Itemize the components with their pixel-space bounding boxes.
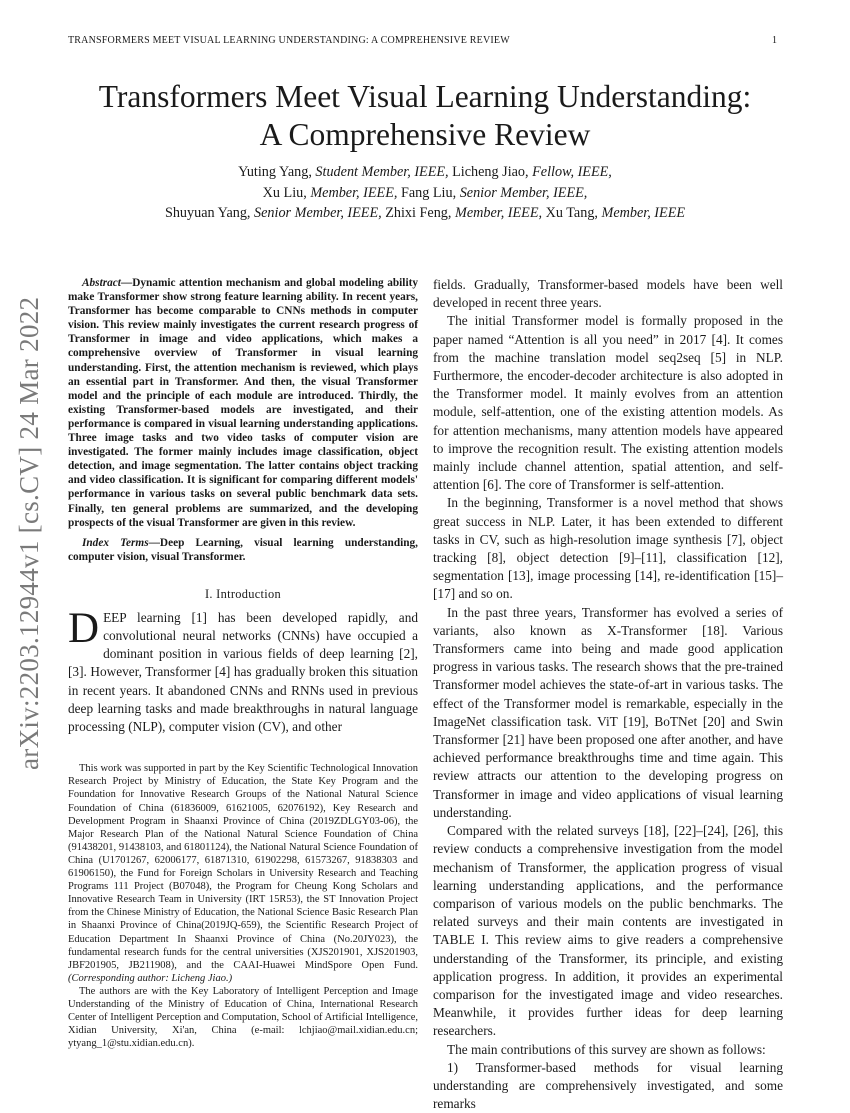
body-paragraph: Compared with the related surveys [18], [22]–[24], [26], this review conducts a comprehensive investigation from the model mechanism of Transformer, the application progress of visual learning understanding applications, and the performance comparison of various models on the public benchmarks. The related surveys and their main contents are investigated in TABLE I. This review aims to give readers a comprehensive understanding of the Transformer, its principle, and existing application progress. In addition, it provides an experimental comparison for the investigated image and video researches. Meanwhile, it provides further ideas for deep learning researchers. [433, 823, 783, 1039]
author-name: Licheng Jiao, [452, 164, 533, 180]
paper-title-line-1: Transformers Meet Visual Learning Understanding: [98, 79, 752, 114]
body-paragraph: fields. Gradually, Transformer-based models have been well developed in recent three years. [433, 277, 783, 311]
intro-paragraph-text: EEP learning [1] has been developed rapidly, and convolutional neural networks (CNNs) have occupied a dominant position in various fields of deep learning [2], [3]. However, Transformer [4] has gradually broken this situation in recent years. It abandoned CNNs and RNNs used in previous deep learning tasks and made breakthroughs in natural language processing (NLP), computer vision (CV), and other [68, 609, 418, 735]
author-line-1 [40, 162, 810, 183]
author-role: Member, IEEE, [310, 184, 401, 201]
section-heading-introduction: I. Introduction [204, 586, 282, 601]
funding-footnote-text: This work was supported in part by the Key Scientific Technological Innovation Research Project by Ministry of Education, the State Key Program and the Foundation for Innovative Research Groups of the National Natural Science Foundation of China (61836009, 61621005, 62076192), Key Research and Development Program in Shaanxi Province of China (2019ZDLGY03-06), the Major Research Plan of the National Natural Science Foundation of China (91438201, 91438103, and 61801124), the National Natural Science Foundation of China (U1701267, 62006177, 61871310, 61902298, 61573267, 91838303 and 61906150), the Fund for Foreign Scholars in University Research and Teaching Programs 111 Project (B07048), the Program for Cheung Kong Scholars and Innovative Research Team in University (IRT 15R53), the ST Innovation Project from the Chinese Ministry of Education, the National Science Basic Research Plan in Shaanxi Province of China(2019JQ-659), the Scientific Research Project of Education Department In Shaanxi Province of China (No.20JY023), the fundamental research funds for the central universities (XJS201901, XJS201903, JBF201905, JB211908), and the CAAI-Huawei MindSpore Open Fund. [68, 763, 418, 971]
author-role: Member, IEEE [601, 205, 686, 221]
abstract-label: Abstract [82, 277, 121, 289]
author-name: Xu Tang, [545, 205, 602, 221]
author-name: Shuyuan Yang, [164, 205, 255, 221]
index-terms [68, 536, 418, 564]
funding-footnote [68, 762, 418, 985]
footnotes [68, 762, 418, 1050]
arxiv-identifier-sidebar: arXiv:2203.12944v1 [cs.CV] 24 Mar 2022 [14, 296, 44, 770]
author-role: Fellow, IEEE, [532, 164, 612, 180]
author-line-2 [40, 183, 810, 204]
abstract [68, 276, 418, 530]
body-paragraph: 1) Transformer-based methods for visual learning understanding are comprehensively investigated, and some remarks [433, 1059, 783, 1112]
body-paragraph: In the beginning, Transformer is a novel method that shows great success in NLP. Later, it has been extended to different tasks in CV, such as high-resolution image synthesis [7], object tracking [8], object detection [9]–[11], classification [12], segmentation [13], image processing [14], re-identification [15]–[17] and so on. [433, 495, 783, 602]
author-line-3 [40, 203, 810, 224]
index-terms-label: Index Terms [82, 536, 149, 549]
right-column [433, 276, 783, 1113]
author-name: Xu Liu, [262, 184, 311, 201]
running-header-title: TRANSFORMERS MEET VISUAL LEARNING UNDERSTANDING: A COMPREHENSIVE REVIEW [68, 35, 510, 46]
body-paragraph: The main contributions of this survey are shown as follows: [447, 1041, 766, 1057]
intro-paragraph [68, 604, 418, 736]
body-paragraph: In the past three years, Transformer has evolved a series of variants, also known as X-Transformer [18]. Various Transformers came into being and made good application progress in various tasks. The research shows that the pre-trained Transformer model achieves the state-of-art in various tasks. The effect of the Transformer model is remarkable, especially in the ImageNet classification task. ViT [19], BoTNet [20] and Swin Transformer [21] have been proposed one after another, and have achieved performance breakthroughs time and time again. This review attracts our attention to the developing progress on Transformer in image and video applications of visual learning understanding. [433, 604, 783, 820]
author-name: Fang Liu, [400, 184, 460, 201]
paper-title-line-2: A Comprehensive Review [259, 117, 591, 152]
left-column [68, 276, 418, 1050]
index-terms-text: —Deep Learning, visual learning understanding, computer vision, visual Transformer. [68, 536, 419, 563]
author-name: Zhixi Feng, [385, 205, 455, 221]
author-role: Member, IEEE, [455, 205, 546, 221]
paper-title [40, 78, 810, 154]
page-number: 1 [772, 35, 777, 46]
body-paragraph: The initial Transformer model is formally proposed in the paper named “Attention is all you need” in 2017 [4]. It comes from the machine translation model seq2seq [5] in NLP. Furthermore, the encoder-decoder architecture is also adopted in the Transformer model. It mainly evolves from an attention module, self-attention, one of the existing attention models. As for attention mechanisms, many attention models have appeared to improve the recognition result. The existing attention models mainly include channel attention, spatial attention, and self-attention [6]. The core of Transformer is self-attention. [433, 313, 783, 493]
corresponding-author-note: (Corresponding author: Licheng Jiao.) [68, 972, 233, 984]
author-role: Senior Member, IEEE, [254, 205, 386, 221]
author-name: Yuting Yang, [238, 164, 316, 180]
abstract-text: —Dynamic attention mechanism and global modeling ability make Transformer show strong feature learning ability. In recent years, Transformer has become comparable to CNNs methods in computer vision. This review mainly investigates the current research progress of Transformer in image and video applications, which makes a comprehensive overview of Transformer in visual learning understanding. First, the attention mechanism is reviewed, which plays an essential part in Transformer. And then, the visual Transformer model and the principle of each module are introduced. Thirdly, the existing Transformer-based models are investigated, and their performance is compared in visual learning understanding applications. Three image tasks and two video tasks of computer vision are investigated. The former mainly includes image classification, object detection, and image segmentation. The latter contains object tracking and video classification. It is significant for comparing different models' performance in various tasks on several public benchmark data sets. Finally, ten general problems are summarized, and the developing prospects of the visual Transformer are given in this review. [68, 277, 418, 529]
author-role: Student Member, IEEE, [315, 164, 453, 180]
affiliation-footnote: The authors are with the Key Laboratory of Intelligent Perception and Image Understanding of the Ministry of Education of China, International Research Center of Intelligent Perception and Computation, School of Artificial Intelligence, Xidian University, Xi'an, China (e-mail: lchjiao@mail.xidian.edu.cn; ytyang_1@stu.xidian.edu.cn). [68, 985, 418, 1050]
author-role: Senior Member, IEEE, [459, 184, 588, 201]
drop-cap-letter: D [68, 604, 100, 652]
author-list [40, 162, 810, 224]
